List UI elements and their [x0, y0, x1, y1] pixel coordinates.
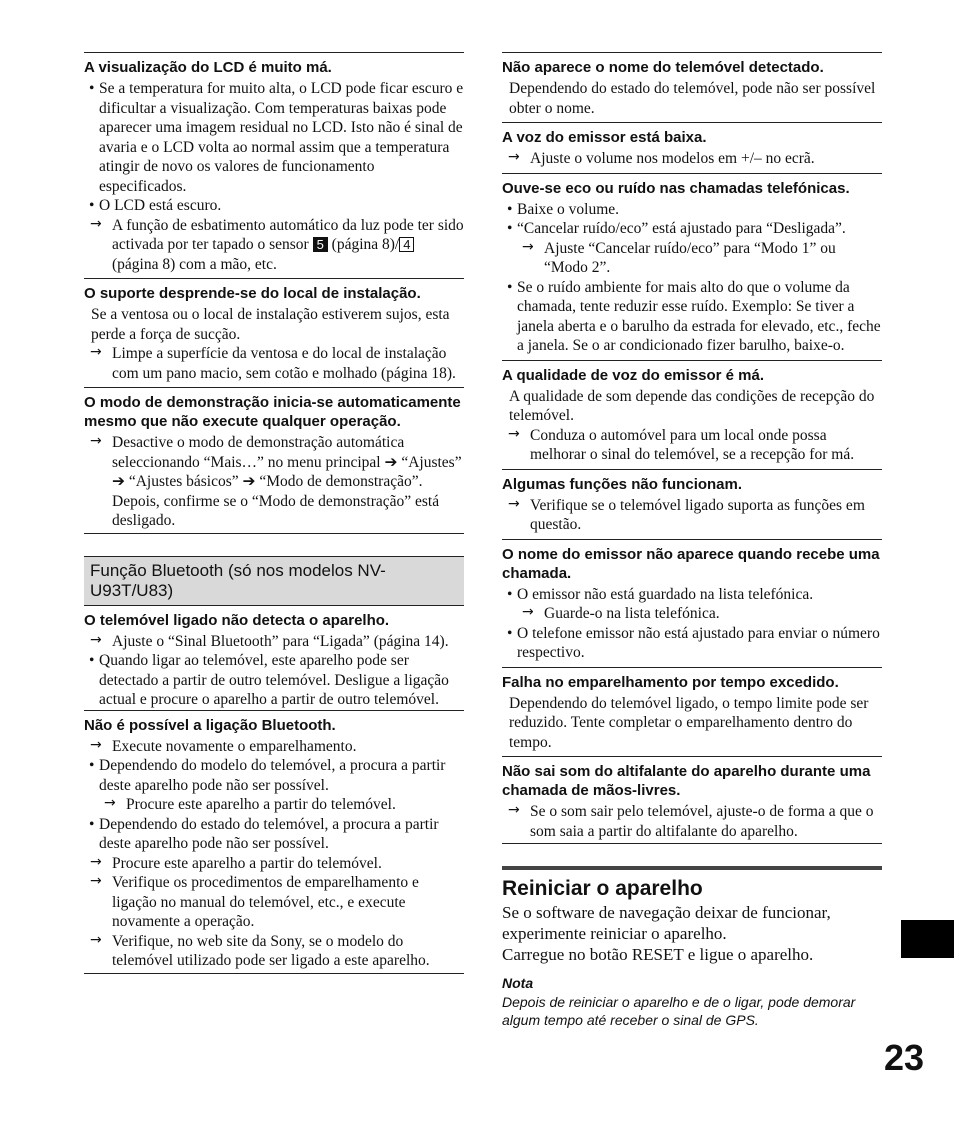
paragraph: A qualidade de som depende das condições de recepção do telemóvel.	[509, 387, 875, 424]
section-r3	[502, 173, 882, 356]
section-r4	[502, 360, 882, 465]
right-column	[502, 52, 882, 1029]
bluetooth-section-header	[84, 556, 464, 606]
bullet: • Quando ligar ao telemóvel, este aparelho pode ser detectado a partir de outro telemóvel. Desligue a ligação actual e procure o aparelho a partir de outro telemóvel.	[84, 651, 464, 710]
reset-paragraph: Carregue no botão RESET e ligue o aparelho.	[502, 945, 814, 964]
heading-r8: Não sai som do altifalante do aparelho durante uma chamada de mãos-livres.	[502, 763, 871, 799]
heading-demo: O modo de demonstração inicia-se automaticamente mesmo que não execute qualquer operação.	[84, 394, 461, 430]
bullet: • Se a temperatura for muito alta, o LCD pode ficar escuro e dificultar a visualização. Com temperaturas baixas pode aparecer uma imagem residual no LCD. Isto não é sinal de avaria e o LCD volta ao normal assim que a temperatura atingir de novo os valores de funcionamento especificados.	[84, 79, 464, 196]
section-lcd	[84, 52, 464, 274]
arrow-item: → Limpe a superfície da ventosa e do local de instalação com um pano macio, sem cotão e molhado (página 18).	[84, 344, 464, 383]
sensor-4-icon: 4	[399, 237, 414, 252]
arrow-item: → Desactive o modo de demonstração automática seleccionando “Mais…” no menu principal ➔ “Ajustes” ➔ “Ajustes básicos” ➔ “Modo de demonstração”. Depois, confirme se o “Modo de demonstração” está desligado.	[84, 433, 464, 531]
note-label: Nota	[502, 975, 534, 991]
heading-bt1: O telemóvel ligado não detecta o aparelho.	[84, 611, 390, 629]
heading-lcd: A visualização do LCD é muito má.	[84, 59, 332, 76]
section-bt2	[84, 710, 464, 974]
arrow-item: → Conduza o automóvel para um local onde possa melhorar o sinal do telemóvel, se a recepção for má.	[502, 426, 882, 465]
heading-r1: Não aparece o nome do telemóvel detectado.	[502, 59, 824, 76]
left-column	[84, 52, 464, 978]
heading-bt2: Não é possível a ligação Bluetooth.	[84, 716, 336, 734]
bullet: • O emissor não está guardado na lista telefónica.	[502, 585, 882, 605]
chapter-tab-marker	[901, 920, 954, 958]
section-bt1	[84, 606, 464, 710]
bullet: • Dependendo do modelo do telemóvel, a procura a partir deste aparelho pode não ser possível.	[84, 756, 464, 795]
heading-r7: Falha no emparelhamento por tempo excedido.	[502, 673, 839, 691]
bullet: • O LCD está escuro.	[84, 196, 464, 216]
sensor-5-icon: 5	[313, 237, 328, 252]
heading-r6: O nome do emissor não aparece quando recebe uma chamada.	[502, 545, 880, 582]
section-r5	[502, 469, 882, 535]
paragraph: Se a ventosa ou o local de instalação estiverem sujos, esta perde a força de sucção.	[91, 306, 450, 343]
section-r8	[502, 756, 882, 844]
section-suporte	[84, 278, 464, 383]
section-r7	[502, 667, 882, 753]
arrow-text: (página 8) com a mão, etc.	[112, 255, 277, 273]
reset-paragraph: Se o software de navegação deixar de funcionar, experimente reiniciar o aparelho.	[502, 903, 831, 943]
note-text: Depois de reiniciar o aparelho e de o ligar, pode demorar algum tempo até receber o sinal de GPS.	[502, 994, 856, 1028]
heading-suporte: O suporte desprende-se do local de instalação.	[84, 285, 421, 302]
arrow-item: → Execute novamente o emparelhamento.	[84, 737, 464, 757]
arrow-item	[84, 216, 464, 275]
bullet: • Se o ruído ambiente for mais alto do que o volume da chamada, tente reduzir esse ruído. Exemplo: Se tiver a janela aberta e o barulho da estrada for elevado, etc., feche a janela. Se o ar condicionado fizer barulho, baixe-o.	[502, 278, 882, 356]
bullet: • Baixe o volume.	[502, 200, 882, 220]
bluetooth-header-text: Função Bluetooth (só nos modelos NV-U93T/U83)	[90, 560, 386, 600]
arrow-item: → Verifique, no web site da Sony, se o modelo do telemóvel utilizado pode ser ligado a este aparelho.	[84, 932, 464, 971]
heading-r5: Algumas funções não funcionam.	[502, 475, 743, 493]
arrow-item: → Procure este aparelho a partir do telemóvel.	[84, 854, 464, 874]
bullet: • “Cancelar ruído/eco” está ajustado para “Desligada”.	[502, 219, 882, 239]
bullet: • Dependendo do estado do telemóvel, a procura a partir deste aparelho pode não ser possível.	[84, 815, 464, 854]
arrow-item: → Ajuste “Cancelar ruído/eco” para “Modo 1” ou “Modo 2”.	[502, 239, 882, 278]
section-reset	[502, 866, 882, 1029]
reset-title: Reiniciar o aparelho	[502, 877, 703, 900]
heading-r3: Ouve-se eco ou ruído nas chamadas telefónicas.	[502, 179, 850, 197]
arrow-item: → Ajuste o “Sinal Bluetooth” para “Ligada” (página 14).	[84, 632, 464, 652]
paragraph: Dependendo do estado do telemóvel, pode não ser possível obter o nome.	[509, 80, 876, 117]
arrow-item: → Se o som sair pelo telemóvel, ajuste-o de forma a que o som saia a partir do altifalante do aparelho.	[502, 802, 882, 841]
section-r6	[502, 539, 882, 663]
section-r2	[502, 122, 882, 169]
bullet: • O telefone emissor não está ajustado para enviar o número respectivo.	[502, 624, 882, 663]
paragraph: Dependendo do telemóvel ligado, o tempo limite pode ser reduzido. Tente completar o emparelhamento dentro do tempo.	[509, 694, 869, 751]
arrow-text: A função de esbatimento automático da luz pode ter sido activada por ter tapado o sensor	[112, 216, 464, 253]
section-r1	[502, 52, 882, 118]
arrow-item: → Procure este aparelho a partir do telemóvel.	[84, 795, 464, 815]
page-number: 23	[884, 1037, 925, 1078]
arrow-item: → Verifique os procedimentos de emparelhamento e ligação no manual do telemóvel, etc., e execute novamente a operação.	[84, 873, 464, 932]
arrow-text: (página 8)/	[331, 236, 400, 253]
heading-r4: A qualidade de voz do emissor é má.	[502, 366, 765, 384]
arrow-item: → Verifique se o telemóvel ligado suporta as funções em questão.	[502, 496, 882, 535]
arrow-item: → Guarde-o na lista telefónica.	[502, 604, 882, 624]
heading-r2: A voz do emissor está baixa.	[502, 129, 707, 146]
section-demo	[84, 387, 464, 534]
arrow-item: → Ajuste o volume nos modelos em +/– no ecrã.	[502, 149, 882, 169]
